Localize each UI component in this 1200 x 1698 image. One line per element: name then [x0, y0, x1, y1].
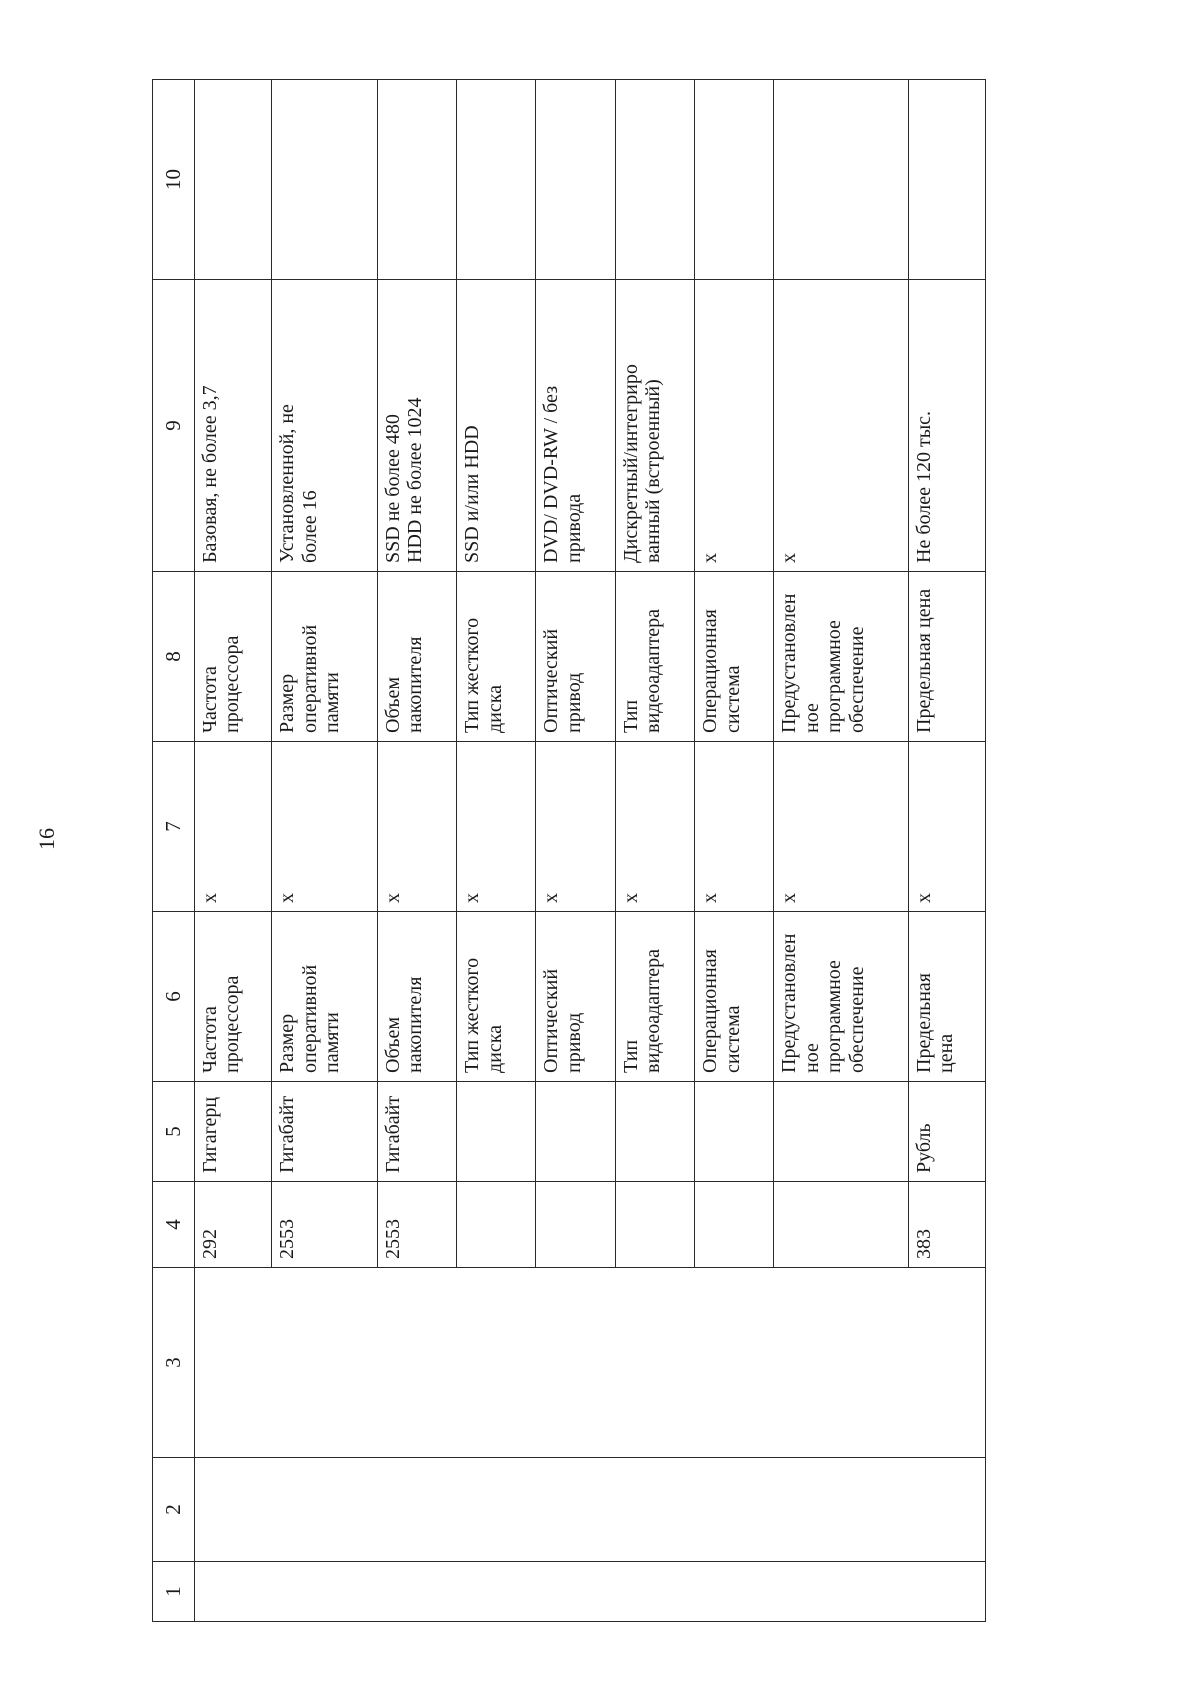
characteristic-name: Объем накопителя	[377, 912, 456, 1082]
characteristic-name: Тип жесткого диска	[457, 572, 536, 742]
empty-cell	[195, 1562, 272, 1622]
column-number: 8	[153, 572, 195, 742]
table-row	[615, 80, 694, 1622]
table-row	[774, 80, 908, 1622]
characteristic-value: DVD/ DVD-RW / без привода	[536, 280, 615, 572]
unit-name: Гигабайт	[377, 1082, 456, 1182]
column-number: 10	[153, 80, 195, 280]
rotated-table-container	[152, 80, 986, 1622]
characteristic-value: Базовая, не более 3,7	[195, 280, 272, 572]
unit-name: Гигагерц	[195, 1082, 272, 1182]
characteristic-name: Тип видеоадаптера	[615, 572, 694, 742]
empty-cell	[195, 80, 272, 280]
empty-cell	[457, 1458, 536, 1562]
unit-name	[536, 1082, 615, 1182]
characteristic-value: х	[695, 280, 774, 572]
characteristic-name: Предельная цена	[908, 572, 985, 742]
page-number: 16	[34, 828, 59, 850]
characteristic-name: Тип жесткого диска	[457, 912, 536, 1082]
characteristic-name: Частота процессора	[195, 912, 272, 1082]
table-row	[908, 80, 985, 1622]
empty-cell	[615, 1562, 694, 1622]
okei-code: 2553	[272, 1182, 378, 1268]
empty-cell	[272, 1562, 378, 1622]
empty-cell	[908, 1268, 985, 1458]
empty-cell	[774, 1562, 908, 1622]
empty-cell	[615, 1458, 694, 1562]
okei-code	[695, 1182, 774, 1268]
empty-cell	[774, 80, 908, 280]
empty-cell	[457, 1562, 536, 1622]
characteristic-value: Установленной, не более 16	[272, 280, 378, 572]
okei-code: 383	[908, 1182, 985, 1268]
unit-name	[615, 1082, 694, 1182]
characteristic-value: х	[195, 742, 272, 912]
empty-cell	[615, 80, 694, 280]
empty-cell	[457, 1268, 536, 1458]
characteristic-value: SSD и/или HDD	[457, 280, 536, 572]
characteristic-name: Предустановлен ное программное обеспечение	[774, 912, 908, 1082]
empty-cell	[457, 80, 536, 280]
empty-cell	[272, 80, 378, 280]
empty-cell	[272, 1458, 378, 1562]
empty-cell	[908, 1562, 985, 1622]
okei-code	[457, 1182, 536, 1268]
okei-code	[774, 1182, 908, 1268]
column-number: 9	[153, 280, 195, 572]
empty-cell	[774, 1458, 908, 1562]
empty-cell	[908, 80, 985, 280]
empty-cell	[272, 1268, 378, 1458]
column-number: 6	[153, 912, 195, 1082]
empty-cell	[377, 1562, 456, 1622]
table-row	[377, 80, 456, 1622]
column-number: 5	[153, 1082, 195, 1182]
characteristic-value: х	[536, 742, 615, 912]
empty-cell	[377, 80, 456, 280]
empty-cell	[377, 1458, 456, 1562]
characteristic-name: Тип видеоадаптера	[615, 912, 694, 1082]
characteristic-value: х	[457, 742, 536, 912]
characteristics-table	[152, 79, 986, 1622]
characteristic-value: Дискретный/интегриро ванный (встроенный)	[615, 280, 694, 572]
characteristic-name: Объем накопителя	[377, 572, 456, 742]
empty-cell	[536, 1268, 615, 1458]
characteristic-value: х	[615, 742, 694, 912]
characteristic-value: х	[774, 280, 908, 572]
okei-code: 292	[195, 1182, 272, 1268]
okei-code	[615, 1182, 694, 1268]
empty-cell	[536, 1458, 615, 1562]
okei-code	[536, 1182, 615, 1268]
characteristic-name: Частота процессора	[195, 572, 272, 742]
characteristic-name: Размер оперативной памяти	[272, 912, 378, 1082]
empty-cell	[195, 1268, 272, 1458]
characteristic-name: Предустановлен ное программное обеспечение	[774, 572, 908, 742]
empty-cell	[536, 1562, 615, 1622]
empty-cell	[695, 1268, 774, 1458]
unit-name	[457, 1082, 536, 1182]
empty-cell	[774, 1268, 908, 1458]
table-row	[695, 80, 774, 1622]
characteristic-value: х	[377, 742, 456, 912]
unit-name: Гигабайт	[272, 1082, 378, 1182]
empty-cell	[195, 1458, 272, 1562]
characteristic-value: Не более 120 тыс.	[908, 280, 985, 572]
empty-cell	[695, 80, 774, 280]
empty-cell	[908, 1458, 985, 1562]
characteristic-name: Оптический привод	[536, 572, 615, 742]
table-row	[195, 80, 272, 1622]
unit-name	[774, 1082, 908, 1182]
unit-name	[695, 1082, 774, 1182]
characteristic-value: х	[272, 742, 378, 912]
characteristic-value: х	[695, 742, 774, 912]
empty-cell	[377, 1268, 456, 1458]
characteristic-value: х	[774, 742, 908, 912]
column-number: 7	[153, 742, 195, 912]
table-row	[536, 80, 615, 1622]
characteristic-name: Оптический привод	[536, 912, 615, 1082]
characteristic-name: Операционная система	[695, 912, 774, 1082]
column-number-row	[153, 80, 195, 1622]
empty-cell	[536, 80, 615, 280]
table-row	[457, 80, 536, 1622]
empty-cell	[695, 1458, 774, 1562]
column-number: 3	[153, 1268, 195, 1458]
column-number: 4	[153, 1182, 195, 1268]
okei-code: 2553	[377, 1182, 456, 1268]
characteristic-value: х	[908, 742, 985, 912]
empty-cell	[695, 1562, 774, 1622]
column-number: 1	[153, 1562, 195, 1622]
characteristic-name: Предельная цена	[908, 912, 985, 1082]
empty-cell	[615, 1268, 694, 1458]
characteristic-value: SSD не более 480 HDD не более 1024	[377, 280, 456, 572]
characteristic-name: Операционная система	[695, 572, 774, 742]
characteristic-name: Размер оперативной памяти	[272, 572, 378, 742]
table-row	[272, 80, 378, 1622]
unit-name: Рубль	[908, 1082, 985, 1182]
column-number: 2	[153, 1458, 195, 1562]
